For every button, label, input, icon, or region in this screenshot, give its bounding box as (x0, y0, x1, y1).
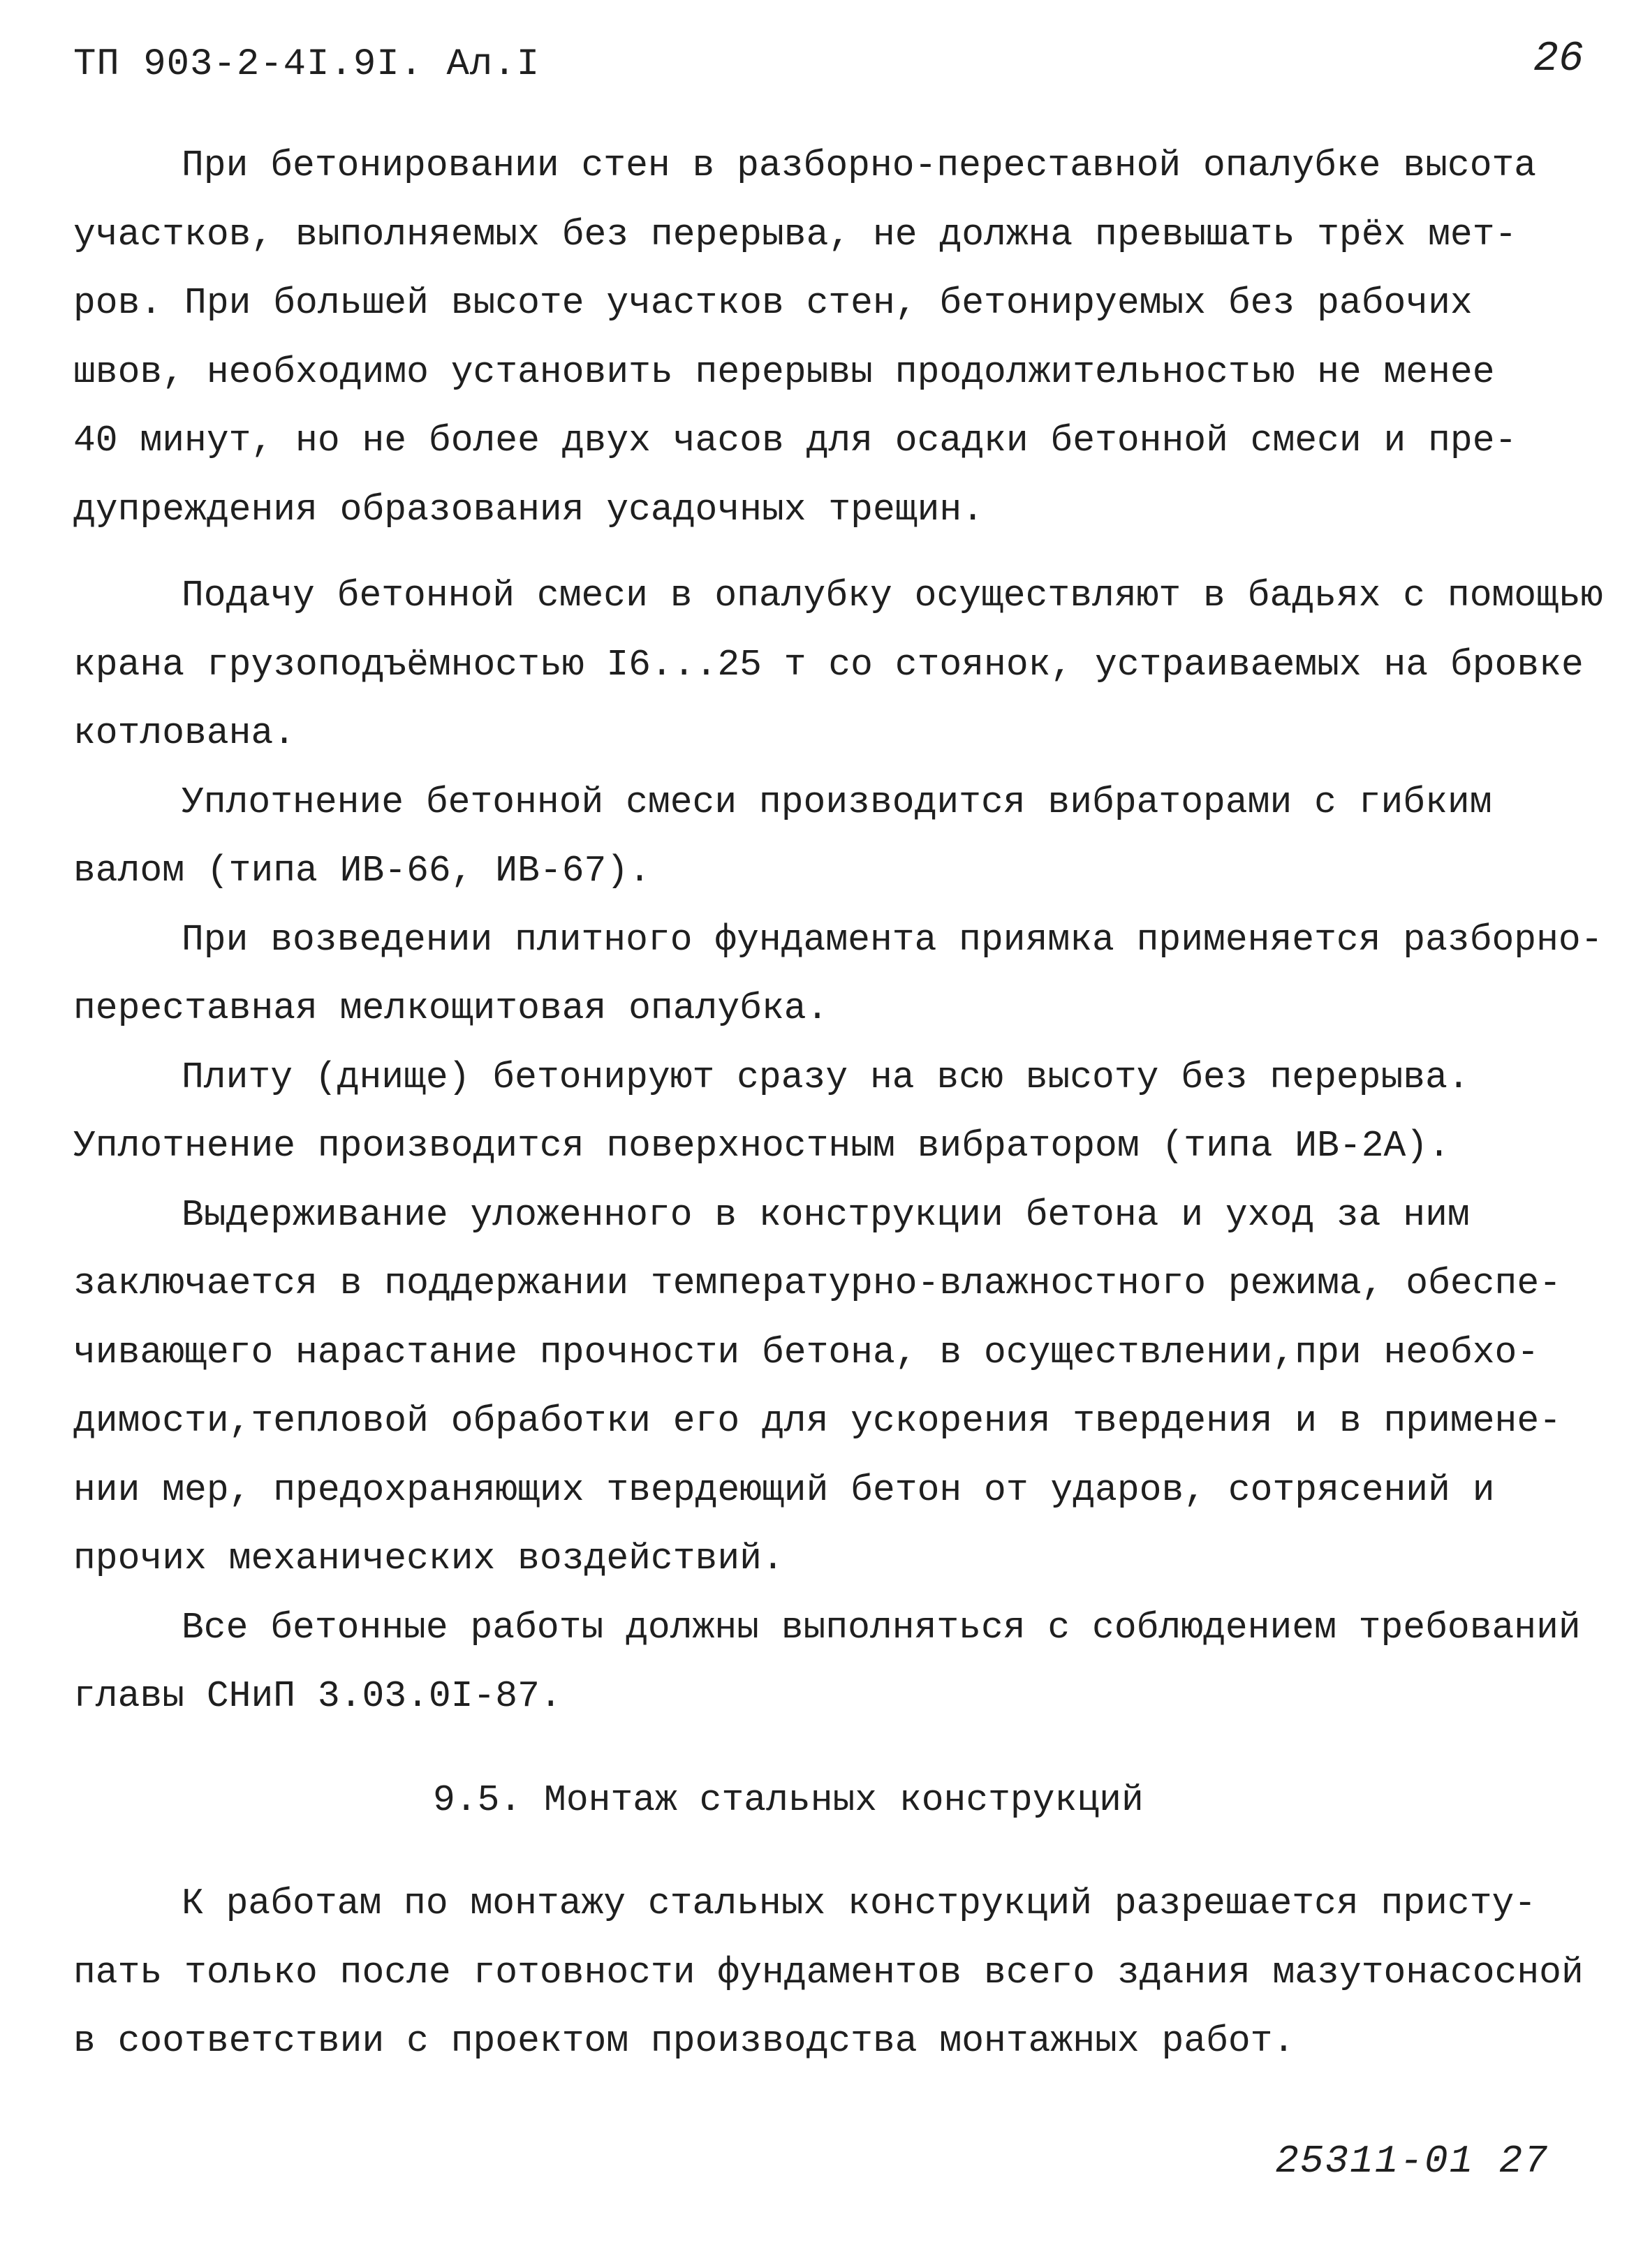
text-line: в соответствии с проектом производства монтажных работ. (73, 2020, 1295, 2062)
text-line: чивающего нарастание прочности бетона, в осуществлении,при необхо- (73, 1331, 1540, 1374)
text-line: пать только после готовности фундаментов всего здания мазутонасосной (73, 1951, 1584, 1994)
document-code: ТП 903-2-4I.9I. Ал.I (73, 43, 540, 86)
footer-code: 25311-01 27 (1275, 2139, 1549, 2184)
paragraph (73, 906, 1603, 1043)
paragraph (73, 1869, 1589, 2076)
section-heading-block (73, 1766, 1589, 1835)
paragraph (73, 1043, 1589, 1181)
section-heading: 9.5. Монтаж стальных конструкций (433, 1779, 1144, 1821)
text-line: нии мер, предохраняющих твердеющий бетон от ударов, сотрясений и (73, 1468, 1495, 1511)
text-line: ров. При большей высоте участков стен, бетонируемых без рабочих (73, 282, 1473, 324)
text-line: К работам по монтажу стальных конструкций разрешается присту- (182, 1883, 1537, 1924)
paragraph (73, 1181, 1589, 1593)
body-text (73, 131, 1603, 2076)
text-line: котлована. (73, 712, 296, 754)
text-line: заключается в поддержании температурно-влажностного режима, обеспе- (73, 1262, 1561, 1304)
text-line: дупреждения образования усадочных трещин. (73, 488, 985, 531)
text-line: крана грузоподъёмностью I6...25 т со стоянок, устраиваемых на бровке (73, 643, 1584, 686)
text-line: Все бетонные работы должны выполняться с соблюдением требований (182, 1606, 1581, 1649)
text-line: участков, выполняемых без перерыва, не должна превышать трёх мет- (73, 213, 1517, 256)
text-line: валом (типа ИВ-66, ИВ-67). (73, 850, 651, 892)
text-line: Подачу бетонной смеси в опалубку осуществляют в бадьях с помощью (182, 575, 1603, 617)
page-number: 26 (1533, 36, 1584, 83)
paragraph (73, 131, 1589, 544)
text-line: Плиту (днище) бетонируют сразу на всю высоту без перерыва. (182, 1056, 1470, 1098)
paragraph (73, 768, 1589, 906)
text-line: главы СНиП 3.03.0I-87. (73, 1675, 562, 1717)
paragraph (73, 1593, 1589, 1731)
text-line: При возведении плитного фундамента приямка применяется разборно- (182, 918, 1603, 961)
text-line: швов, необходимо установить перерывы продолжительностью не менее (73, 351, 1495, 393)
text-line: переставная мелкощитовая опалубка. (73, 987, 829, 1029)
text-line: Уплотнение производится поверхностным вибратором (типа ИВ-2А). (73, 1125, 1450, 1167)
text-line: 40 минут, но не более двух часов для осадки бетонной смеси и пре- (73, 420, 1517, 462)
text-line: При бетонировании стен в разборно-переставной опалубке высота (182, 145, 1537, 186)
text-line: димости,тепловой обработки его для ускорения твердения и в примене- (73, 1400, 1561, 1442)
text-line: Уплотнение бетонной смеси производится вибраторами с гибким (182, 781, 1492, 823)
text-line: прочих механических воздействий. (73, 1538, 784, 1580)
text-line: Выдерживание уложенного в конструкции бетона и уход за ним (182, 1193, 1470, 1236)
paragraph (73, 561, 1603, 768)
